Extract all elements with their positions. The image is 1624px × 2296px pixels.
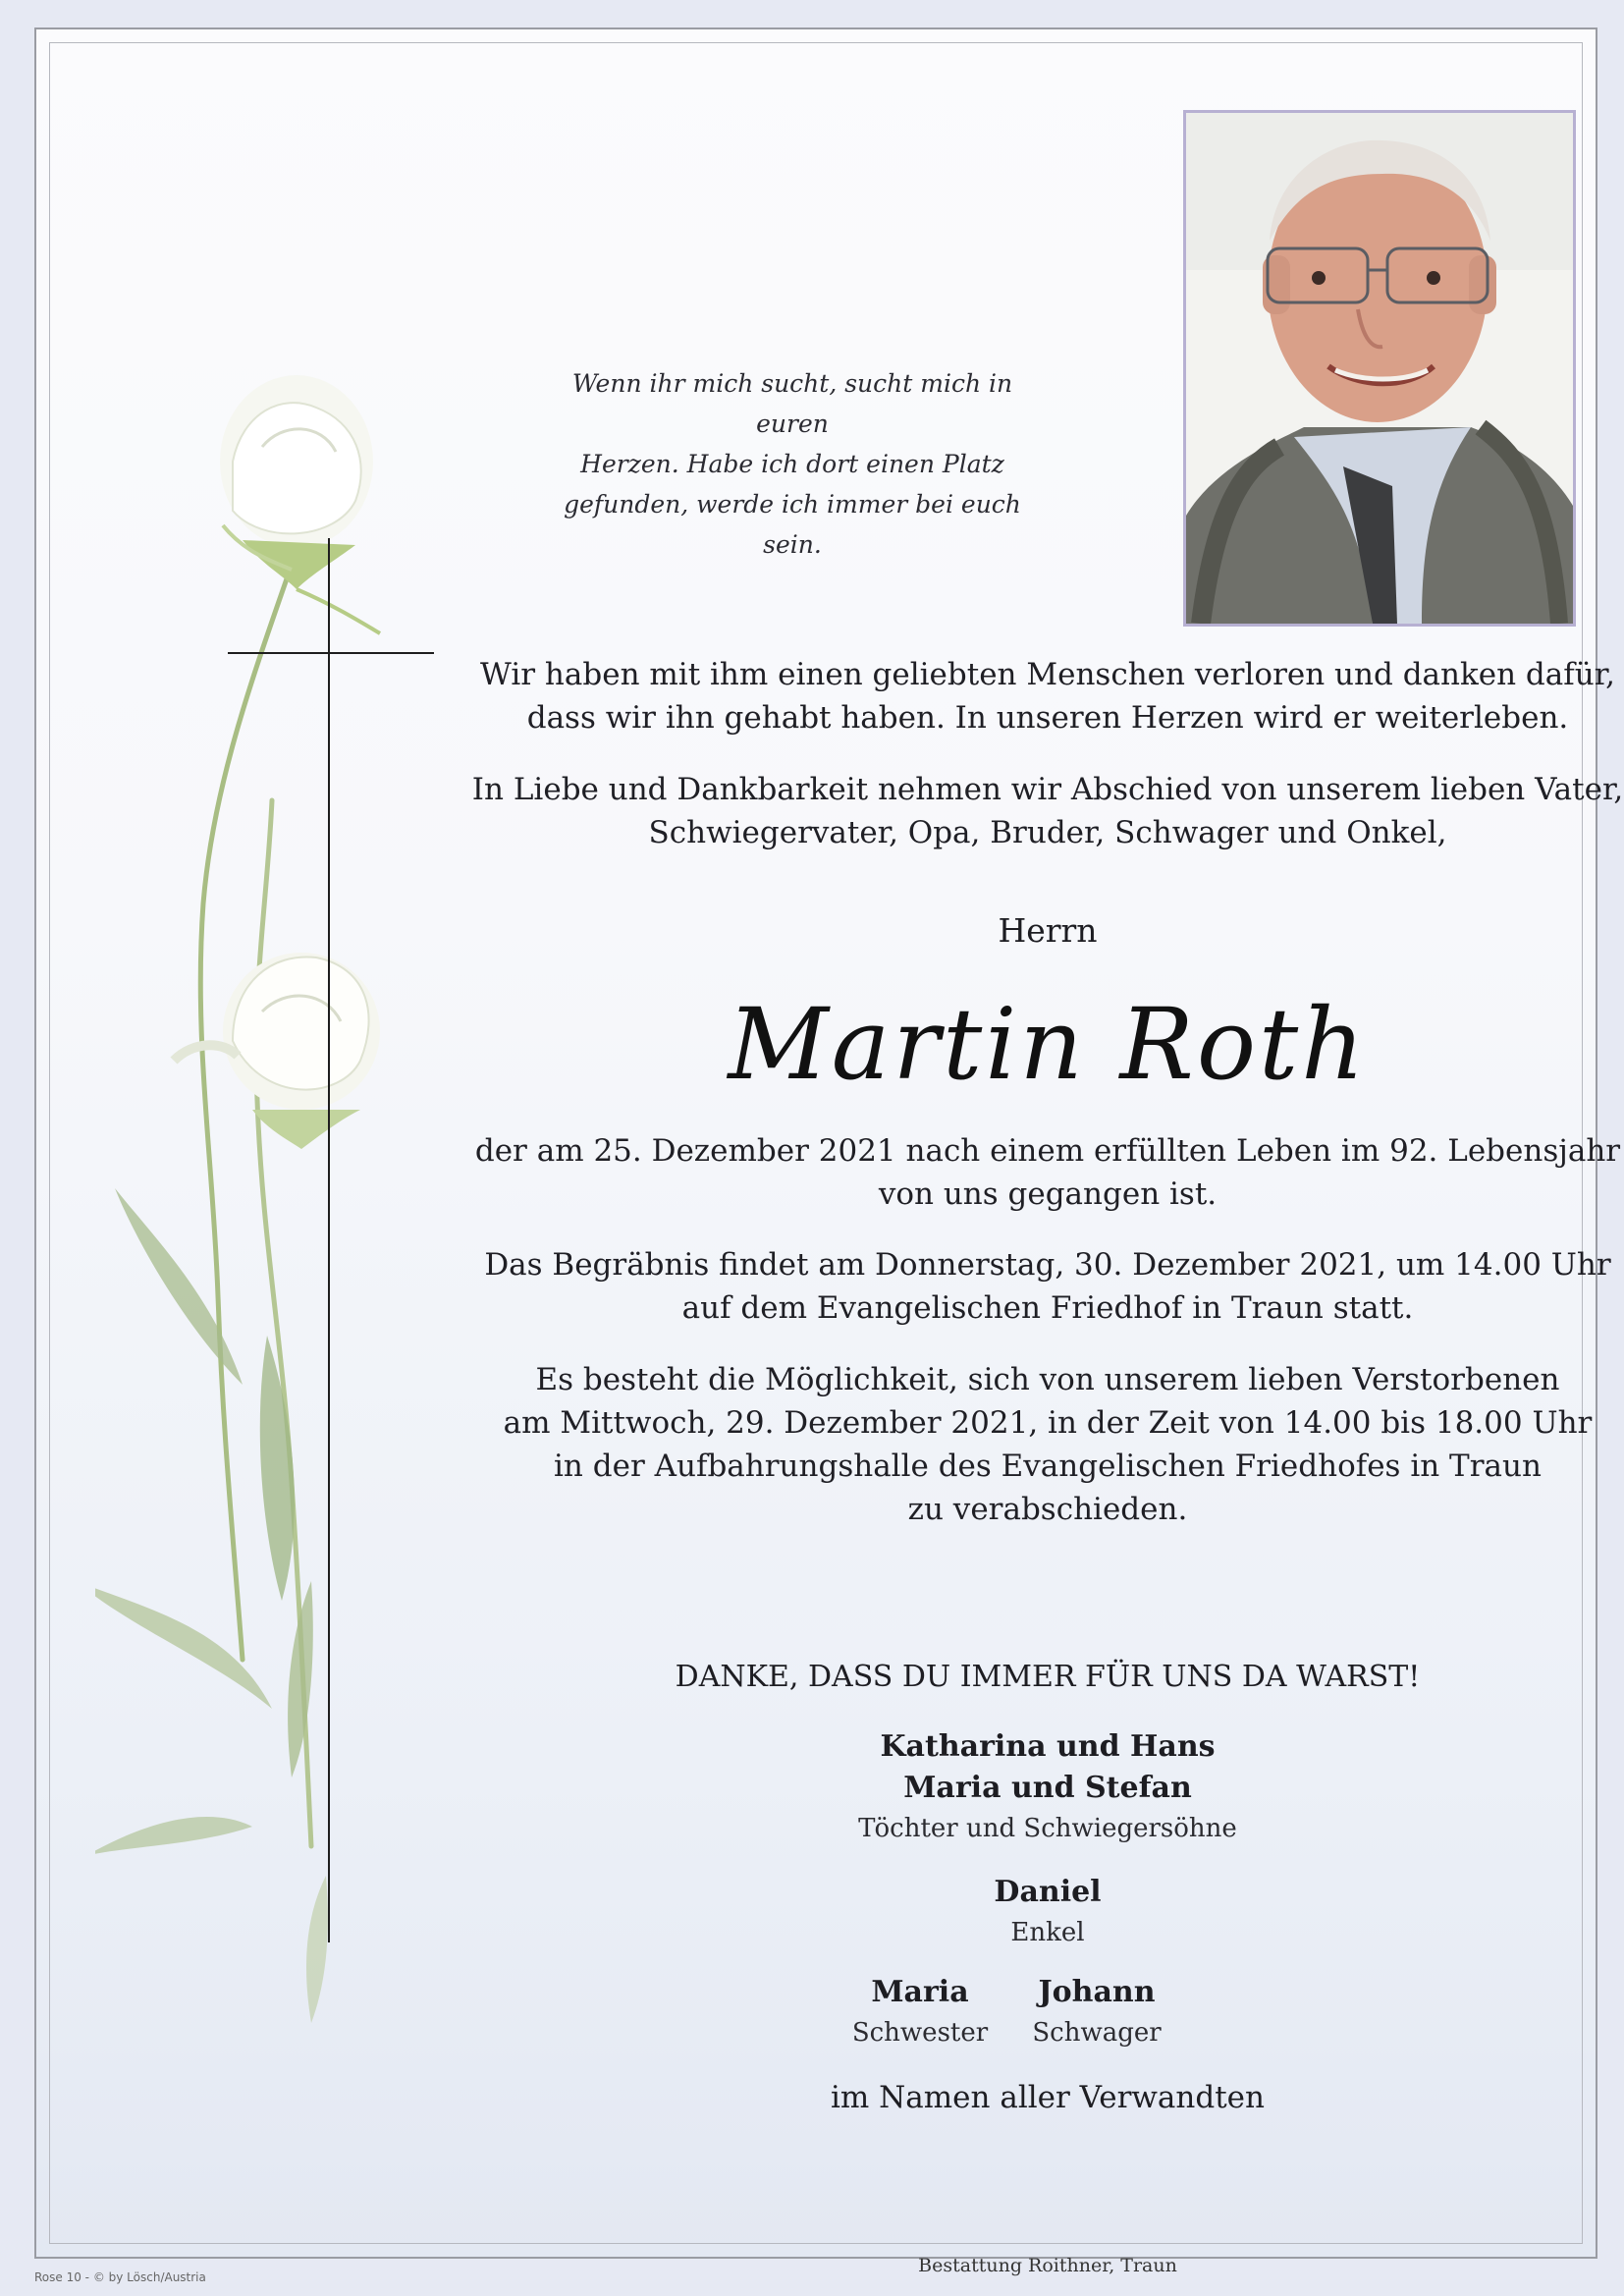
family-member-name: Maria [871,1975,969,2009]
design-credit: Rose 10 - © by Lösch/Austria [34,2270,206,2284]
quote-line: Herzen. Habe ich dort einen Platz [580,450,1004,478]
family-grandchild [468,1872,1624,1952]
family-relation: Töchter und Schwiegersöhne [858,1814,1237,1843]
farewell-line: Schwiegervater, Opa, Bruder, Schwager und Onkel, [648,815,1447,850]
thanks-heading: DANKE, DASS DU IMMER FÜR UNS DA WARST! [675,1660,1421,1694]
quote-line: Wenn ihr mich sucht, sucht mich in euren [571,369,1013,438]
funeral-line: Das Begräbnis findet am Donnerstag, 30. Dezember 2021, um 14.00 Uhr [484,1247,1611,1283]
cross-horizontal [228,652,434,654]
family-relation: Enkel [1010,1918,1085,1947]
undertaker-name: Bestattung Roithner, Traun [918,2255,1177,2276]
family-member-name: Johann [1038,1975,1156,2009]
family-member-name: Katharina und Hans [880,1729,1216,1764]
viewing-line: in der Aufbahrungshalle des Evangelischen Friedhofes in Traun [554,1449,1542,1484]
family-member-name: Daniel [994,1875,1102,1909]
obituary-card [34,27,1624,2276]
family-member-name: Maria und Stefan [903,1771,1192,1805]
salutation: Herrn [998,911,1098,950]
intro-line: Wir haben mit ihm einen geliebten Menschen verloren und danken dafür, [480,657,1615,692]
family-brother-in-law [999,1972,1195,2052]
intro-line: dass wir ihn gehabt haben. In unseren Herzen wird er weiterleben. [526,700,1569,736]
farewell-line: In Liebe und Dankbarkeit nehmen wir Abschied von unserem lieben Vater, [471,772,1624,807]
death-line: von uns gegangen ist. [878,1176,1218,1212]
death-paragraph [468,1129,1624,1216]
cross-vertical [328,538,330,1942]
family-relation: Schwager [1032,2018,1162,2048]
memorial-quote [547,363,1038,565]
funeral-paragraph [468,1243,1624,1330]
funeral-line: auf dem Evangelischen Friedhof in Traun statt. [681,1290,1414,1326]
viewing-line: am Mittwoch, 29. Dezember 2021, in der Zeit von 14.00 bis 18.00 Uhr [503,1405,1593,1441]
death-line: der am 25. Dezember 2021 nach einem erfüllten Leben im 92. Lebensjahr [474,1133,1621,1169]
deceased-name: Martin Roth [728,987,1368,1102]
family-daughters [468,1726,1624,1848]
viewing-line: Es besteht die Möglichkeit, sich von unserem lieben Verstorbenen [535,1362,1560,1397]
viewing-line: zu verabschieden. [907,1492,1188,1527]
family-sister [822,1972,1018,2052]
on-behalf-line: im Namen aller Verwandten [831,2080,1265,2115]
viewing-paragraph [468,1358,1624,1531]
quote-line: gefunden, werde ich immer bei euch sein. [564,490,1021,559]
white-roses-decoration [95,354,527,2121]
portrait-photo [1183,110,1576,627]
farewell-paragraph [468,768,1624,854]
intro-paragraph [468,653,1624,739]
family-relation: Schwester [851,2018,989,2048]
